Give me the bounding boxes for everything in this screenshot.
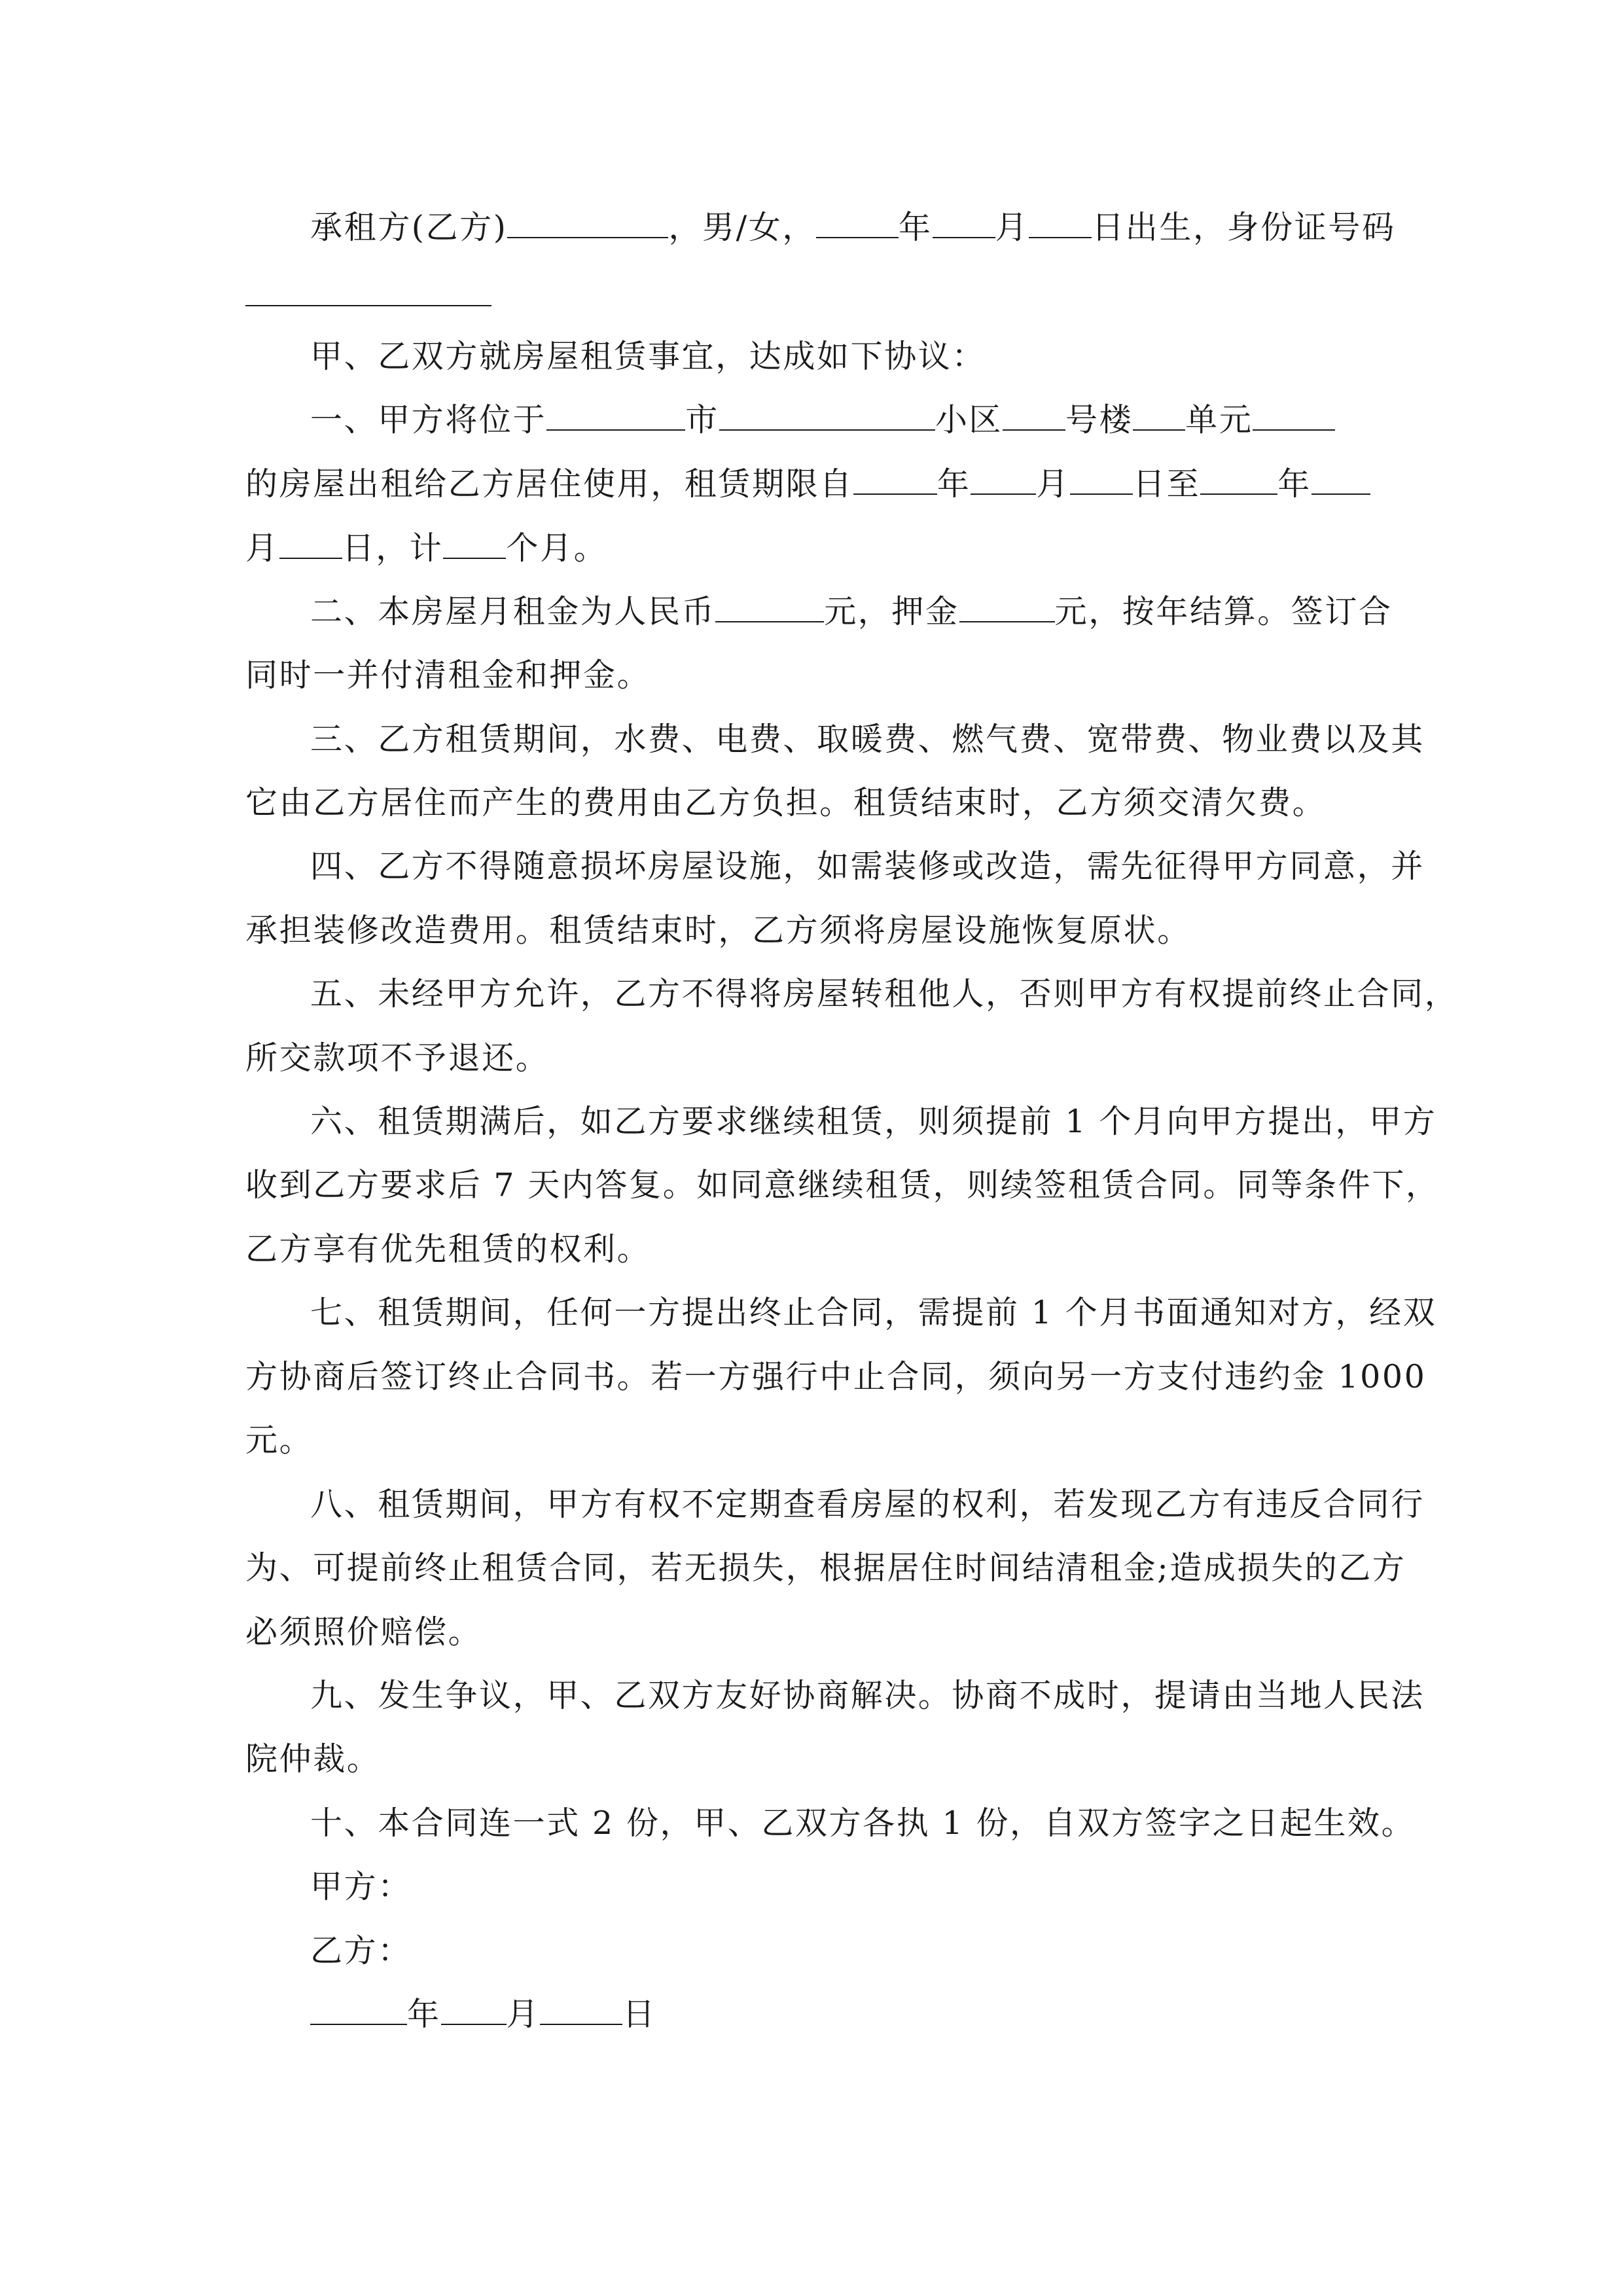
id-number-blank (245, 305, 491, 306)
birth-day-blank (1029, 208, 1092, 238)
tenant-label: 承租方(乙方) (310, 209, 508, 246)
building-blank (1003, 401, 1065, 431)
clause6-line1: 六、租赁期满后，如乙方要求继续租赁，则须提前 1 个月向甲方提出，甲方 (310, 1103, 1437, 1140)
end-year-blank (1200, 465, 1277, 495)
intro-line: 甲、乙双方就房屋租赁事宜，达成如下协议： (310, 338, 986, 375)
clause1-rent-use: 的房屋出租给乙方居住使用，租赁期限自 (245, 465, 853, 503)
city-blank (546, 401, 685, 431)
clause1-community: 小区 (935, 401, 1003, 439)
clause2-deposit: 元，押金 (824, 593, 959, 630)
clause6-line3: 乙方享有优先租赁的权利。 (245, 1230, 651, 1268)
tenant-birth: 日出生，身份证号码 (1092, 209, 1396, 246)
total-months-blank (443, 529, 506, 559)
clause4-line2: 承担装修改造费用。租赁结束时，乙方须将房屋设施恢复原状。 (245, 912, 1191, 949)
clause8-line1: 八、租赁期间，甲方有权不定期查看房屋的权利，若发现乙方有违反合同行 (310, 1486, 1425, 1523)
start-month-blank (971, 465, 1036, 495)
clause8-line2: 为、可提前终止租赁合同，若无损失，根据居住时间结清租金;造成损失的乙方 (245, 1549, 1406, 1587)
clause1-months: 个月。 (506, 529, 608, 567)
clause1-day-total: 日，计 (342, 529, 444, 567)
clause2-line2: 同时一并付清租金和押金。 (245, 656, 651, 694)
clause1-year2: 年 (1277, 465, 1311, 503)
tenant-name-blank (507, 208, 668, 238)
clause8-line3: 必须照价赔偿。 (245, 1613, 482, 1651)
clause1-unit: 单元 (1185, 401, 1253, 439)
clause1-month: 月 (1036, 465, 1071, 503)
end-day-blank (279, 529, 342, 559)
clause9-line1: 九、发生争议，甲、乙双方友好协商解决。协商不成时，提请由当地人民法 (310, 1677, 1425, 1714)
sign-year-blank (310, 1995, 407, 2025)
clause5-line2: 所交款项不予退还。 (245, 1039, 550, 1077)
tenant-year: 年 (898, 209, 933, 246)
birth-month-blank (933, 208, 995, 238)
clause4-line1: 四、乙方不得随意损坏房屋设施，如需装修或改造，需先征得甲方同意，并 (310, 848, 1425, 885)
clause1-line1 (310, 401, 1335, 440)
unit-blank (1133, 401, 1185, 431)
party-a-signature: 甲方： (310, 1868, 412, 1905)
start-day-blank (1070, 465, 1133, 495)
signature-date (310, 1995, 656, 2034)
tenant-month: 月 (995, 209, 1029, 246)
clause2-lead: 二、本房屋月租金为人民币 (310, 593, 716, 630)
community-blank (719, 401, 935, 431)
clause1-building: 号楼 (1065, 401, 1133, 439)
birth-year-blank (816, 208, 899, 238)
tenant-gender: ，男/女， (668, 209, 816, 246)
clause5-line1: 五、未经甲方允许，乙方不得将房屋转租他人，否则甲方有权提前终止合同， (310, 975, 1459, 1013)
clause2-line1 (310, 592, 1393, 632)
monthly-rent-blank (715, 592, 824, 622)
sign-year: 年 (407, 1996, 441, 2033)
clause9-line2: 院仲裁。 (245, 1740, 381, 1778)
clause6-line2: 收到乙方要求后 7 天内答复。如同意继续租赁，则续签租赁合同。同等条件下， (245, 1166, 1440, 1204)
tenant-line (310, 208, 1396, 247)
clause1-lead: 一、甲方将位于 (310, 401, 547, 439)
deposit-blank (959, 592, 1055, 622)
clause2-annual: 元，按年结算。签订合 (1054, 593, 1393, 630)
room-blank (1253, 401, 1335, 431)
clause1-to: 日至 (1133, 465, 1201, 503)
clause1-line2 (245, 465, 1370, 504)
clause7-line3: 元。 (245, 1422, 313, 1459)
clause3-line2: 它由乙方居住而产生的费用由乙方负担。租赁结束时，乙方须交清欠费。 (245, 784, 1327, 821)
clause7-line2: 方协商后签订终止合同书。若一方强行中止合同，须向另一方支付违约金 1000 (245, 1358, 1427, 1395)
clause7-line1: 七、租赁期间，任何一方提出终止合同，需提前 1 个月书面通知对方，经双 (310, 1294, 1437, 1331)
clause1-month2: 月 (245, 529, 279, 567)
clause1-line3 (245, 529, 607, 568)
sign-month-blank (441, 1995, 507, 2025)
sign-day: 日 (622, 1996, 656, 2033)
sign-month: 月 (506, 1996, 541, 2033)
end-month-blank (1311, 465, 1370, 495)
clause1-year: 年 (936, 465, 971, 503)
sign-day-blank (540, 1995, 622, 2025)
party-b-signature: 乙方： (310, 1932, 412, 1969)
start-year-blank (853, 465, 937, 495)
clause10-line1: 十、本合同连一式 2 份，甲、乙双方各执 1 份，自双方签字之日起生效。 (310, 1804, 1416, 1842)
clause1-city: 市 (685, 401, 719, 439)
clause3-line1: 三、乙方租赁期间，水费、电费、取暖费、燃气费、宽带费、物业费以及其 (310, 721, 1425, 758)
